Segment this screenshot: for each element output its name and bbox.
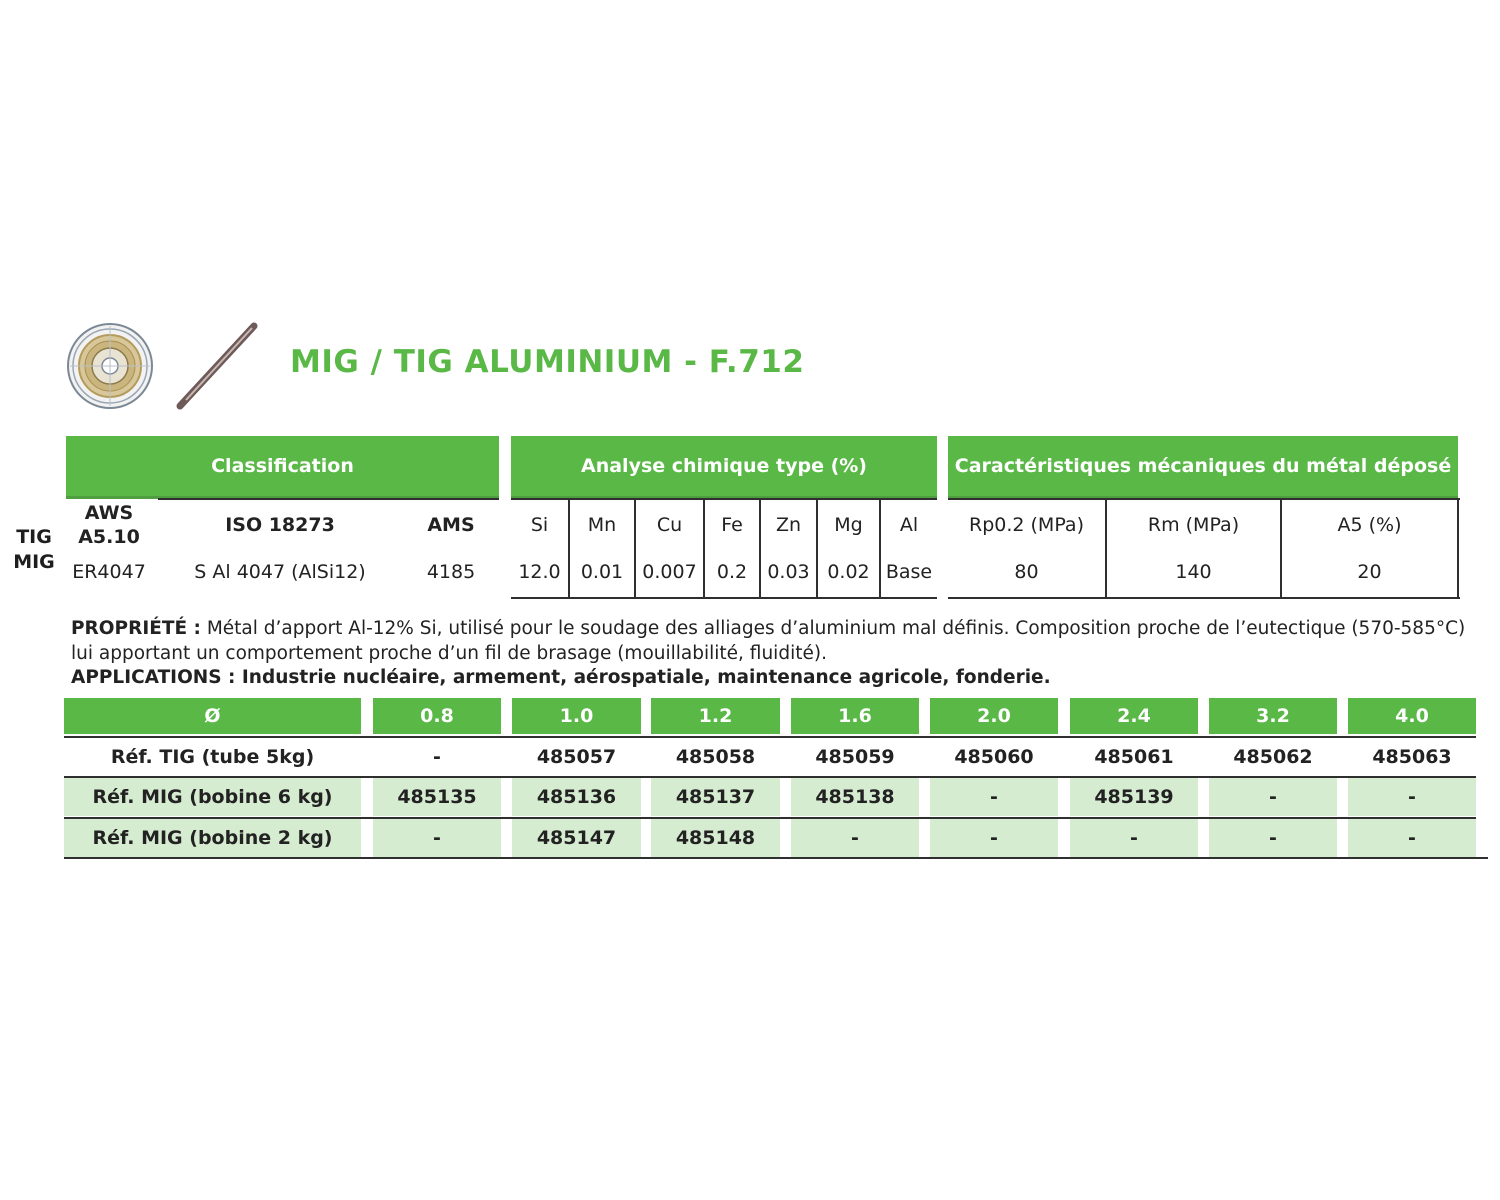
ref-cell: 485147 [512,819,641,857]
diameter-header: Ø [64,698,361,734]
size-header: 2.4 [1070,698,1198,734]
size-header: 2.0 [930,698,1058,734]
ref-cell: - [930,778,1058,816]
row-label-mig-2kg: Réf. MIG (bobine 2 kg) [64,819,361,857]
divider [511,597,937,599]
label-rp02: Rp0.2 (MPa) [969,514,1084,536]
size-header: 3.2 [1209,698,1337,734]
ref-cell: 485139 [1070,778,1198,816]
size-header: 1.2 [651,698,780,734]
value-a5: 20 [1357,561,1382,583]
ref-cell: - [1348,819,1476,857]
value-rp02: 80 [1014,561,1039,583]
ref-cell: 485062 [1233,746,1313,768]
ref-cell: - [1209,819,1337,857]
col-iso: ISO 18273 [225,514,335,536]
val-iso: S Al 4047 (AlSi12) [194,561,366,583]
property-line-2: lui apportant un comportement proche d’un fil de brasage (mouillabilité, fluidité). [71,643,827,664]
divider [948,597,1460,599]
ref-cell: - [373,819,501,857]
ref-cell: 485059 [815,746,895,768]
value-si: 12.0 [518,561,561,583]
divider [1457,499,1459,598]
ref-cell: 485058 [675,746,756,768]
ref-cell: 485057 [536,746,617,768]
size-header: 1.6 [791,698,919,734]
value-fe: 0.2 [716,561,748,583]
value-cu: 0.007 [642,561,697,583]
label-a5: A5 (%) [1337,514,1402,536]
element-mg: Mg [834,514,863,536]
ref-cell: 485138 [791,778,919,816]
col-ams: AMS [427,514,475,536]
val-ams: 4185 [426,561,476,583]
property-label: PROPRIÉTÉ : [71,618,201,639]
property-text: Métal d’apport Al-12% Si, utilisé pour le soudage des alliages d’aluminium mal définis. Composition proche de l’eutectique (570-585°C) [200,618,1466,639]
col-aws-line1: AWS [84,502,134,524]
ref-cell: 485137 [651,778,780,816]
ref-cell: - [433,746,441,768]
applications-line [71,667,1051,688]
value-mn: 0.01 [580,561,624,583]
element-al: Al [899,514,919,536]
element-cu: Cu [656,514,683,536]
header-mechanical: Caractéristiques mécaniques du métal déposé [948,436,1458,499]
divider [158,498,499,500]
ref-cell: 485060 [954,746,1034,768]
header-analysis: Analyse chimique type (%) [511,436,937,499]
val-aws: ER4047 [72,561,146,583]
col-aws-line2: A5.10 [78,526,140,548]
ref-cell: - [930,819,1058,857]
element-fe: Fe [721,514,743,536]
size-header: 0.8 [373,698,501,734]
ref-cell: 485135 [373,778,501,816]
size-header: 4.0 [1348,698,1476,734]
divider [511,498,937,500]
process-mig: MIG [13,551,55,573]
row-label-tig-5kg: Réf. TIG (tube 5kg) [110,746,315,768]
applications-label: APPLICATIONS : [71,667,236,688]
element-si: Si [530,514,549,536]
applications-text: Industrie nucléaire, armement, aérospatiale, maintenance agricole, fonderie. [235,667,1051,688]
value-zn: 0.03 [767,561,810,583]
value-mg: 0.02 [827,561,870,583]
welding-rod-image [172,322,262,412]
ref-cell: 485148 [651,819,780,857]
ref-cell: 485136 [512,778,641,816]
process-label [8,525,60,575]
ref-cell: - [1348,778,1476,816]
element-zn: Zn [775,514,802,536]
value-al: Base [885,561,933,583]
ref-cell: - [791,819,919,857]
divider [948,498,1460,500]
ref-cell: 485061 [1094,746,1174,768]
wire-spool-image [66,322,154,410]
element-mn: Mn [587,514,617,536]
header-classification: Classification [66,436,499,499]
divider [64,857,1488,859]
ref-cell: 485063 [1372,746,1452,768]
row-label-mig-6kg: Réf. MIG (bobine 6 kg) [64,778,361,816]
size-header: 1.0 [512,698,641,734]
property-line-1 [71,618,1465,639]
value-rm: 140 [1175,561,1212,583]
ref-cell: - [1070,819,1198,857]
product-title: MIG / TIG ALUMINIUM - F.712 [290,344,805,380]
process-tig: TIG [16,526,52,548]
col-aws [68,500,150,550]
ref-cell: - [1209,778,1337,816]
label-rm: Rm (MPa) [1147,514,1240,536]
